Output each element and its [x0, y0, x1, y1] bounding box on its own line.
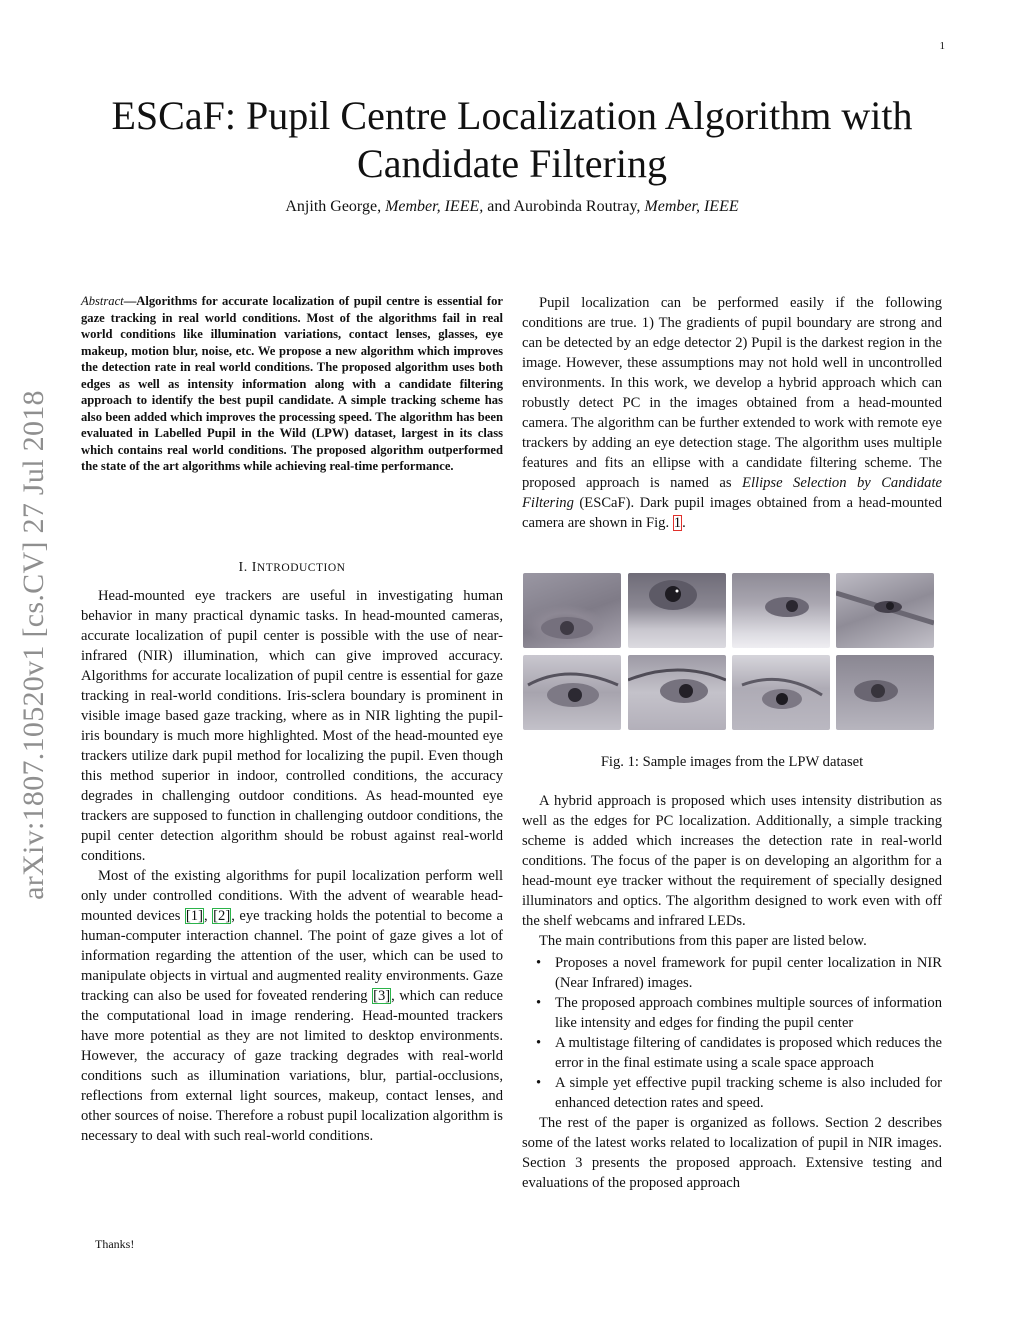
- author-2-role: Member, IEEE: [644, 198, 739, 215]
- intro-p2-text-d: , which can reduce the computational load in image rendering. Head-mounted trackers have more potential as they are not limited to desktop environments. However, the accuracy of gaze tracking degrades with real-world conditions such as illumination variations, blur, partial-occlusions, reflections from external light sources, makeup, contact lenses, and other sources of noise. Therefore a robust pupil localization algorithm is necessary to deal with such real-world conditions.: [81, 988, 503, 1144]
- intro-paragraph-1: Head-mounted eye trackers are useful in investigating human behavior in many practical dynamic tasks. In head-mounted cameras, accurate localization of pupil center is possible with the use of near-infrared (NIR) illumination, which can give improved accuracy. Algorithms for accurate localization of pupil centre is essential for gaze tracking in real-world conditions. Iris-sclera boundary is prominent in visible image based gaze tracking, where as in NIR lighting the pupil-iris boundary is much more highlighted. Most of the head-mounted eye trackers utilize dark pupil method for localizing the pupil. Even though this method superior in indoor, controlled conditions, the accuracy degrades in challenging outdoor conditions. As head-mounted eye trackers are supposed to function in challenging outdoor conditions, the pupil center detection algorithm should be robust against real-world conditions.: [81, 588, 503, 864]
- contribution-item: • Proposes a novel framework for pupil center localization in NIR (Near Infrared) images.: [522, 953, 942, 993]
- citation-link-3[interactable]: [3]: [373, 988, 391, 1004]
- sample-eye-image: [628, 573, 726, 648]
- author-conjunction: and: [487, 198, 511, 215]
- author-line: [70, 198, 954, 216]
- figure-1: [523, 573, 943, 733]
- eye-sketch: [836, 655, 934, 730]
- contribution-item: • The proposed approach combines multiple sources of information like intensity and edges for finding the pupil center: [522, 993, 942, 1033]
- right-paragraph-4: The rest of the paper is organized as follows. Section 2 describes some of the latest works related to localization of pupil in NIR images. Section 3 presents the proposed approach. Extensive testing and evaluations of the proposed approach: [522, 1115, 942, 1191]
- sample-eye-image: [523, 655, 621, 730]
- intro-p2-text-c: , eye tracking holds the potential to become a human-computer interaction channel. The point of gaze gives a lot of information regarding the attention of the user, which can be used to manipulate objects in virtual and augmented reality environments. Gaze tracking can also be used for foveated rendering: [81, 908, 503, 1004]
- citation-link-2[interactable]: [2]: [213, 908, 231, 924]
- sample-eye-image: [732, 655, 830, 730]
- eye-sketch: [523, 573, 621, 648]
- abstract-label: Abstract: [81, 294, 124, 308]
- citation-link-1[interactable]: [1]: [185, 908, 203, 924]
- intro-left-column: [81, 586, 503, 1146]
- footnote: Thanks!: [95, 1237, 135, 1251]
- right-column-top: [522, 293, 942, 533]
- intro-p2-text-a: Most of the existing algorithms for pupil localization perform well only under controlled conditions. With the advent of wearable head-mounted devices: [81, 868, 503, 924]
- arxiv-stamp-text: arXiv:1807.10520v1 [cs.CV] 27 Jul 2018: [17, 390, 51, 900]
- section-title-rest: NTRODUCTION: [256, 562, 346, 574]
- contributions-list: [522, 953, 942, 1113]
- contribution-item: • A multistage filtering of candidates is proposed which reduces the error in the final estimate using a scale space approach: [522, 1033, 942, 1073]
- page-number: 1: [939, 40, 945, 52]
- section-numeral: I.: [238, 560, 248, 575]
- sample-eye-image: [836, 655, 934, 730]
- abstract-text: Algorithms for accurate localization of pupil centre is essential for gaze tracking in real world conditions. Most of the algorithms fail in real world conditions like illumination variations, contact lenses, glasses, eye makeup, motion blur, noise, etc. We propose a new algorithm which improves the detection rate in real world conditions. The proposed algorithm uses both edges as well as intensity information along with a candidate filtering approach to identify the best pupil candidate. A simple tracking scheme has also been added which improves the processing speed. The algorithm has been evaluated in Labelled Pupil in the Wild (LPW) dataset, largest in its class which contains real world conditions. The proposed algorithm outperformed the state of the art algorithms while achieving real-time performance.: [81, 294, 503, 473]
- author-1-role: Member, IEEE,: [385, 198, 484, 215]
- paper-title: ESCaF: Pupil Centre Localization Algorithm with Candidate Filtering: [111, 93, 913, 186]
- right-p1-text-a: Pupil localization can be performed easily if the following conditions are true. 1) The gradients of pupil boundary are strong and can be detected by an edge detector 2) Pupil is the darkest region in the image. However, these assumptions may not hold well in uncontrolled environments. In this work, we develop a hybrid approach which can robustly detect PC in the images obtained from a head-mounted camera. The algorithm can be further extended to work with remote eye trackers by adding an eye detection stage. The algorithm uses multiple features and fits an ellipse with a candidate filtering scheme. The proposed approach is named as: [522, 295, 942, 491]
- figure-1-caption: Fig. 1: Sample images from the LPW dataset: [600, 754, 864, 770]
- author-1: Anjith George,: [285, 198, 382, 215]
- right-p1-text-b: (ESCaF). Dark pupil images obtained from a head-mounted camera are shown in Fig.: [522, 495, 942, 531]
- arxiv-stamp: [10, 345, 58, 945]
- contribution-item: • A simple yet effective pupil tracking scheme is also included for enhanced detection rates and speed.: [522, 1073, 942, 1113]
- right-paragraph-3: The main contributions from this paper are listed below.: [539, 933, 867, 949]
- right-paragraph-2: A hybrid approach is proposed which uses intensity distribution as well as the edges for PC localization. Additionally, a simple tracking scheme is added which increases the detection rate in real-world conditions. The focus of the paper is on developing an algorithm for a head-mount eye tracker without the requirement of specially designed illuminators and optics. The algorithm designed to work even with off the shelf webcams and infrared LEDs.: [522, 793, 942, 929]
- eye-sketch: [523, 655, 621, 730]
- section-heading-introduction: [81, 560, 503, 576]
- figure-ref-link[interactable]: 1: [673, 515, 682, 531]
- right-paragraph-1: [522, 293, 942, 533]
- intro-p2-text-b: ,: [203, 908, 213, 924]
- eye-sketch: [836, 573, 934, 648]
- author-2: Aurobinda Routray,: [513, 198, 641, 215]
- method-name: Ellipse Selection by Candidate Filtering: [522, 475, 943, 511]
- sample-eye-image: [732, 573, 830, 648]
- abstract-dash: —: [123, 294, 137, 308]
- sample-eye-image: [836, 573, 934, 648]
- section-title-first: I: [251, 560, 257, 575]
- sample-eye-image: [523, 573, 621, 648]
- eye-sketch: [628, 655, 726, 730]
- abstract: [81, 293, 503, 475]
- eye-sketch: [732, 655, 830, 730]
- right-column-bottom: [522, 791, 942, 1193]
- eye-sketch: [732, 573, 830, 648]
- sample-eye-image: [628, 655, 726, 730]
- right-p1-text-c: .: [682, 515, 686, 531]
- intro-paragraph-2: [81, 866, 503, 1146]
- eye-sketch: [628, 573, 726, 648]
